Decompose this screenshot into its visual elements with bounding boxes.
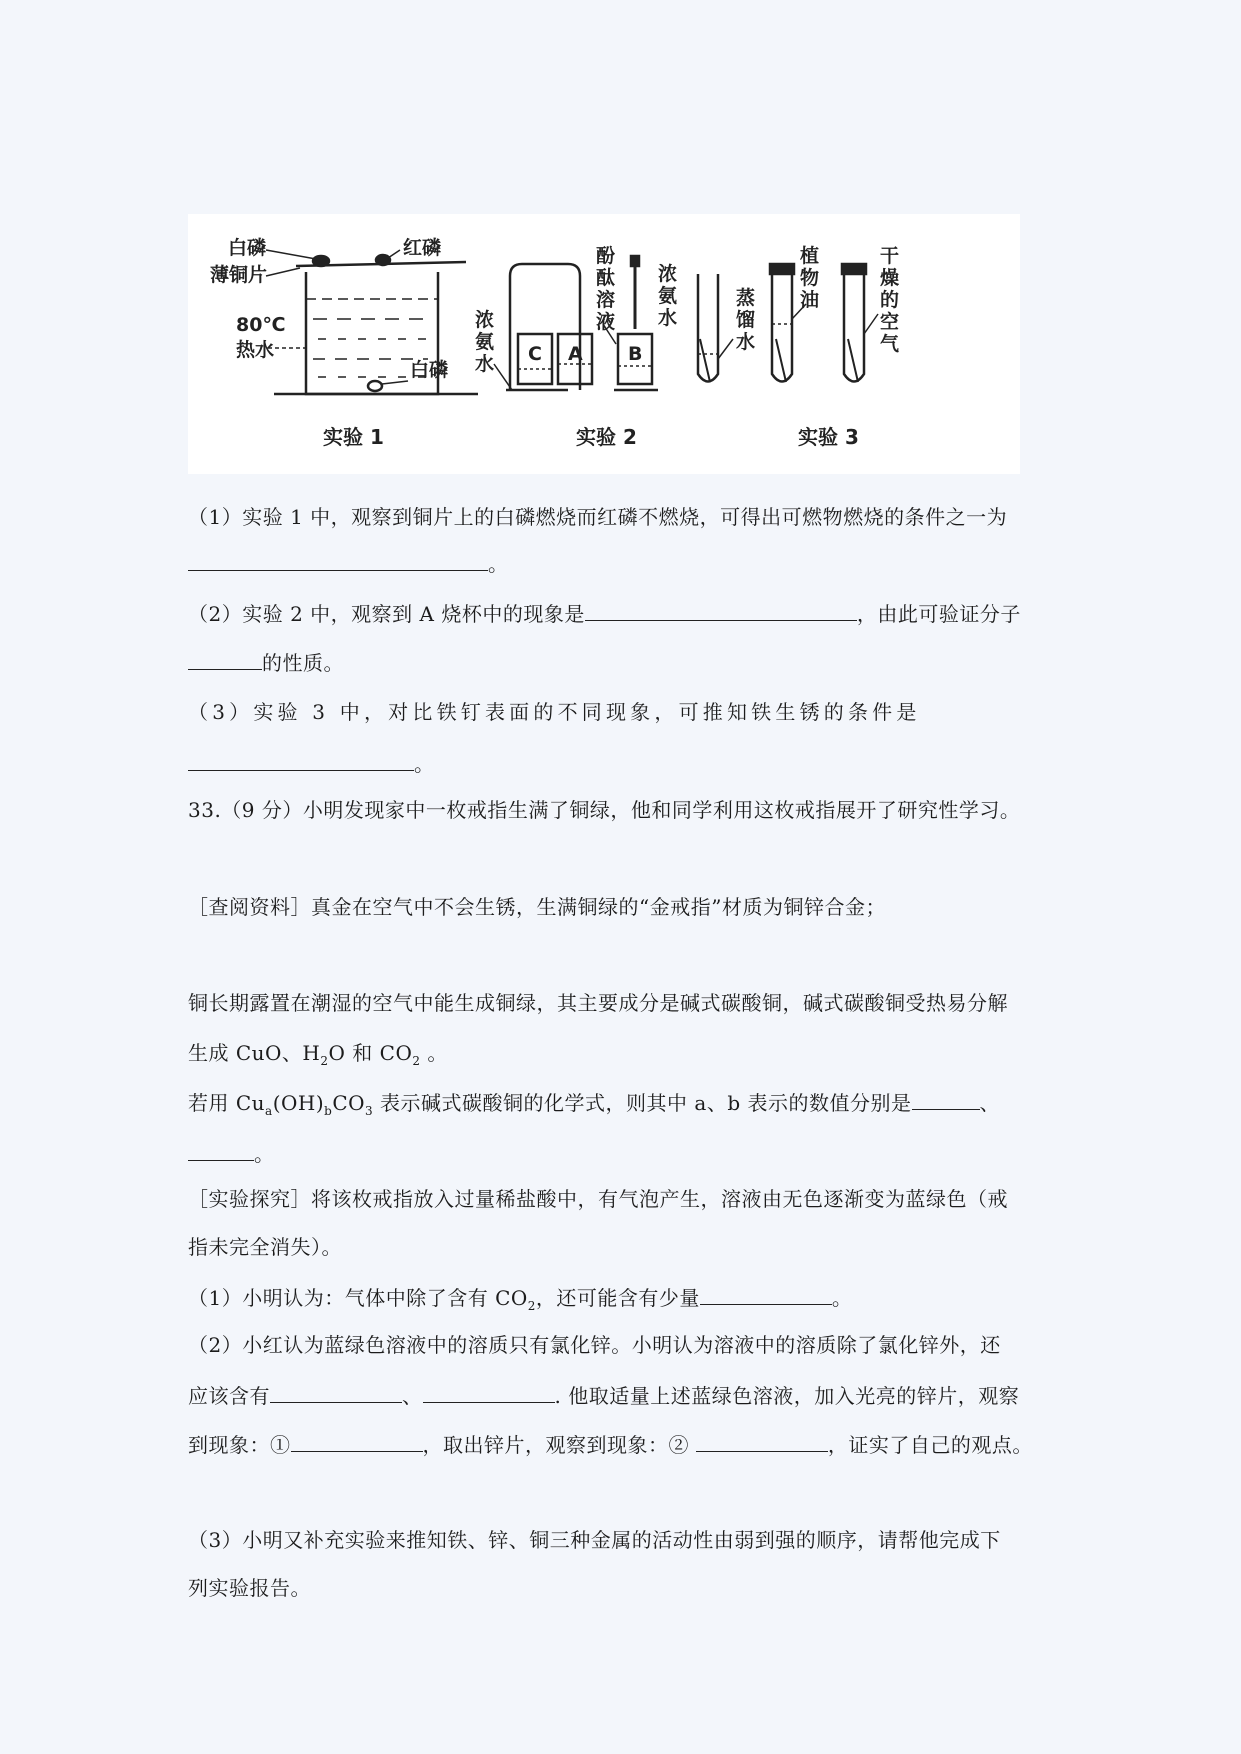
exp1-label-white-phosphorus-top: 白磷: [228, 237, 267, 259]
exp3-label-oil-1: 植: [800, 245, 820, 267]
sub2-blank-4[interactable]: [696, 1429, 828, 1452]
formula-end: 。: [254, 1142, 275, 1166]
question-33-sub-2-line-2: [188, 1380, 1019, 1411]
formula-text: 表示碱式碳酸铜的化学式，则其中 a、b 表示的数值分别是: [373, 1091, 912, 1115]
para2-sub-1: 2: [320, 1054, 329, 1068]
question-3-text: [188, 697, 921, 727]
sub2-line-3-b: ，取出锌片，观察到现象：②: [422, 1433, 689, 1457]
para2-mid: O 和 CO: [328, 1041, 413, 1065]
question-33-resource-text: ［查阅资料］真金在空气中不会生锈，生满铜绿的“金戒指”材质为铜锌合金；: [188, 895, 886, 919]
exp2-label-phenol-2: 酞: [596, 267, 616, 289]
sub2-blank-3[interactable]: [291, 1429, 423, 1452]
exp2-label-phenol-4: 液: [596, 311, 616, 333]
sub2-blank-2[interactable]: [423, 1380, 555, 1403]
question-33-intro: [188, 795, 1020, 825]
sub2-line-2-b: 、: [402, 1384, 423, 1408]
question-33-paragraph-1: [188, 988, 1008, 1018]
sub3-line-1-text: （3）小明又补充实验来推知铁、锌、铜三种金属的活动性由弱到强的顺序，请帮他完成下: [188, 1528, 1001, 1552]
formula-sub-b: b: [324, 1104, 333, 1118]
question-33-resource: [188, 892, 886, 922]
exp1-label-temperature: 80℃: [236, 314, 286, 336]
exp2-label-phenol-1: 酚: [596, 245, 616, 267]
sub3-line-2-text: 列实验报告。: [188, 1576, 311, 1600]
formula-oh: (OH): [272, 1091, 325, 1115]
sub1-mid: ，还可能含有少量: [535, 1286, 700, 1310]
exp1-label-hot-water: 热水: [236, 339, 275, 361]
question-33-sub-3-line-1: [188, 1525, 1001, 1555]
question-2-stem: （2）实验 2 中，观察到 A 烧杯中的现象是: [188, 602, 585, 626]
experiment-diagram: [188, 214, 1020, 474]
exp2-label-ammonia-left-3: 水: [475, 353, 495, 375]
question-1-stem: （1）实验 1 中，观察到铜片上的白磷燃烧而红磷不燃烧，可得出可燃物燃烧的条件之一为: [188, 505, 1008, 529]
explore-1-text: ［实验探究］将该枚戒指放入过量稀盐酸中，有气泡产生，溶液由无色逐渐变为蓝绿色（戒: [188, 1187, 1008, 1211]
question-3-end: 。: [414, 752, 435, 776]
formula-blank-a[interactable]: [912, 1087, 980, 1110]
exp3-label-oil-3: 油: [800, 289, 820, 311]
question-2-end: 的性质。: [262, 651, 344, 675]
sub1-blank[interactable]: [700, 1282, 832, 1305]
experiment-figure: [188, 214, 1020, 474]
question-1-answer-line: [188, 548, 509, 579]
exp3-label-distilled-2: 馏: [736, 309, 756, 331]
formula-prefix: 若用 Cu: [188, 1091, 266, 1115]
exp2-label-ammonia-right-1: 浓: [658, 263, 678, 285]
exp3-label-dry-air-4: 空: [880, 311, 900, 333]
question-3-blank[interactable]: [188, 748, 414, 771]
sub2-line-3-c: ，证实了自己的观点。: [827, 1433, 1033, 1457]
para2-sub-2: 2: [412, 1054, 421, 1068]
question-33-formula-line: [188, 1087, 1000, 1126]
question-33-sub-2-line-1: [188, 1330, 1001, 1360]
question-33-explore-1: [188, 1184, 1008, 1214]
exp3-caption: 实验 3: [798, 425, 859, 449]
question-1-end: 。: [488, 552, 509, 576]
question-1-blank[interactable]: [188, 548, 488, 571]
exp2-beaker-c: C: [528, 343, 542, 365]
question-2-blank-1[interactable]: [585, 598, 857, 621]
para2-end: 。: [420, 1041, 448, 1065]
question-1-text: [188, 502, 1007, 532]
formula-sep: 、: [979, 1091, 1000, 1115]
formula-co: CO: [332, 1091, 366, 1115]
exp2-label-ammonia-left-2: 氨: [475, 331, 495, 353]
sub1-prefix: （1）小明认为：气体中除了含有 CO: [188, 1286, 528, 1310]
sub2-line-2-a: 应该含有: [188, 1384, 270, 1408]
para2-prefix: 生成 CuO、H: [188, 1041, 321, 1065]
sub1-sub: 2: [527, 1299, 536, 1313]
exp3-label-dry-air-2: 燥: [880, 267, 900, 289]
sub2-blank-1[interactable]: [270, 1380, 402, 1403]
formula-blank-b[interactable]: [188, 1138, 254, 1161]
question-33-sub-3-line-2: [188, 1573, 311, 1603]
exp2-label-ammonia-right-3: 水: [658, 307, 678, 329]
sub2-line-1-text: （2）小红认为蓝绿色溶液中的溶质只有氯化锌。小明认为溶液中的溶质除了氯化锌外，还: [188, 1333, 1001, 1357]
exp2-caption: 实验 2: [576, 425, 637, 449]
exp1-label-copper-sheet: 薄铜片: [210, 264, 268, 286]
explore-2-text: 指未完全消失）。: [188, 1235, 342, 1259]
formula-sub-a: a: [265, 1104, 273, 1118]
exp2-label-ammonia-left-1: 浓: [475, 309, 495, 331]
exp3-label-dry-air-5: 气: [880, 333, 900, 355]
question-2-text: [188, 598, 1021, 629]
exp2-beaker-b: B: [628, 343, 643, 365]
question-33-explore-2: [188, 1232, 342, 1262]
exp3-label-oil-2: 物: [800, 267, 820, 289]
sub1-end: 。: [831, 1286, 853, 1310]
exp1-caption: 实验 1: [323, 425, 384, 449]
sub2-line-2-c: . 他取适量上述蓝绿色溶液，加入光亮的锌片，观察: [554, 1384, 1020, 1408]
exp3-label-dry-air-3: 的: [880, 289, 900, 311]
question-33-paragraph-1-text: 铜长期露置在潮湿的空气中能生成铜绿，其主要成分是碱式碳酸铜，碱式碳酸铜受热易分解: [188, 991, 1008, 1015]
exp3-label-dry-air-1: 干: [880, 245, 900, 267]
exp2-label-phenol-3: 溶: [596, 289, 616, 311]
question-2-answer-line: [188, 647, 344, 678]
experiment-2-diagram: [494, 256, 658, 390]
question-33-sub-1: [188, 1282, 852, 1321]
exp2-beaker-a: A: [568, 343, 583, 365]
exp3-label-distilled-1: 蒸: [736, 287, 756, 309]
question-33-formula-answer-line: [188, 1138, 275, 1169]
question-3-stem: （3）实验 3 中，对比铁钉表面的不同现象，可推知铁生锈的条件是: [188, 700, 921, 724]
exp2-label-ammonia-right-2: 氨: [658, 285, 678, 307]
question-33-intro-text: 33.（9 分）小明发现家中一枚戒指生满了铜绿，他和同学利用这枚戒指展开了研究性学习。: [188, 798, 1021, 822]
question-2-mid: ，由此可验证分子: [856, 602, 1021, 626]
question-3-answer-line: [188, 748, 435, 779]
exp1-label-red-phosphorus: 红磷: [403, 237, 442, 259]
experiment-3-diagram: [698, 264, 878, 382]
exp1-label-white-phosphorus-bottom: 白磷: [410, 359, 449, 381]
question-33-sub-2-line-3: [188, 1429, 1033, 1460]
question-33-paragraph-2: [188, 1038, 448, 1076]
exp3-label-distilled-3: 水: [736, 331, 756, 353]
formula-sub-3: 3: [365, 1104, 374, 1118]
sub2-line-3-a: 到现象：①: [188, 1433, 291, 1457]
question-2-blank-2[interactable]: [188, 647, 262, 670]
